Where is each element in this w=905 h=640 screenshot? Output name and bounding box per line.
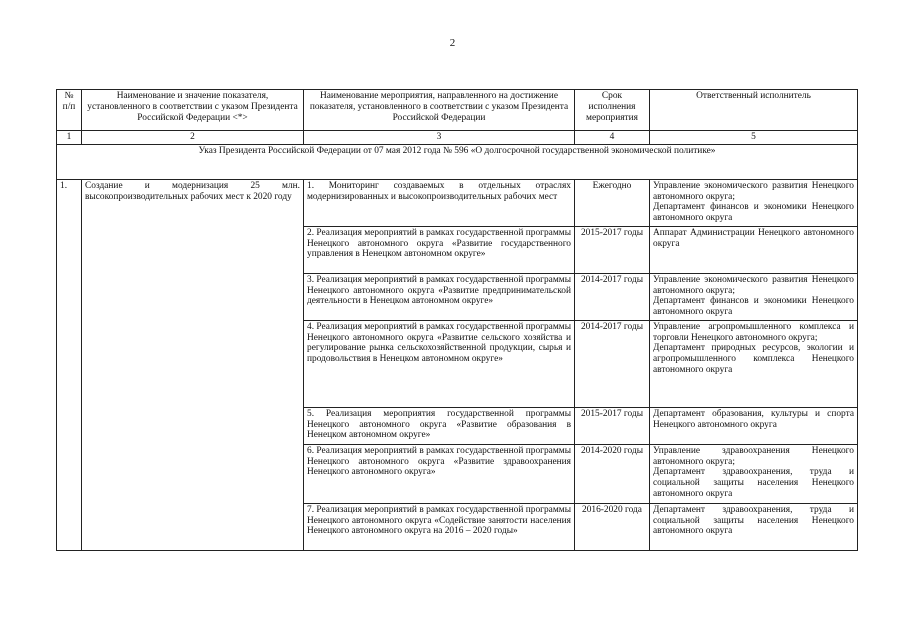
column-number: 3 [304,131,575,145]
executor-cell [650,273,858,320]
executor-line: Департамент здравоохранения, труда и социальной защиты населения Ненецкого автономного округа [653,467,854,499]
measure-cell: 5. Реализация мероприятия государственной программы Ненецкого автономного округа «Развитие образования в Ненецком автономном округе» [304,407,575,444]
term-cell: 2015-2017 годы [575,407,650,444]
header-num: № п/п [57,90,82,131]
executor-line: Департамент здравоохранения, труда и социальной защиты населения Ненецкого автономного округа [653,504,854,537]
row-number: 1. [57,179,82,550]
indicator-cell: Создание и модернизация 25 млн. высокопроизводительных рабочих мест к 2020 году [82,179,304,550]
column-number: 4 [575,131,650,145]
measure-cell: 2. Реализация мероприятий в рамках государственной программы Ненецкого автономного округа «Развитие государственного управления в Ненецком автономном округе» [304,226,575,273]
measure-cell: 4. Реализация мероприятий в рамках государственной программы Ненецкого автономного округа «Развитие сельского хозяйства и регулирование рынка сельскохозяйственной продукции, сырья и продовольствия в Ненецком автономном округе» [304,320,575,407]
executor-line: Департамент финансов и экономики Ненецкого автономного округа [653,296,854,318]
executor-line: Департамент образования, культуры и спорта Ненецкого автономного округа [653,408,854,430]
executor-line: Департамент финансов и экономики Ненецкого автономного округа [653,202,854,224]
executor-line: Управление экономического развития Ненецкого автономного округа; [653,180,854,202]
decree-row [57,144,858,179]
term-cell: 2014-2017 годы [575,320,650,407]
decree-title: Указ Президента Российской Федерации от 07 мая 2012 года № 596 «О долгосрочной государственной экономической политике» [57,144,858,179]
column-number: 2 [82,131,304,145]
header-term: Срок исполнения мероприятия [575,90,650,131]
header-row [57,90,858,131]
measures-table [56,89,858,551]
term-cell: Ежегодно [575,179,650,226]
column-number: 5 [650,131,858,145]
executor-line: Департамент природных ресурсов, экологии и агропромышленного комплекса Ненецкого автономного округа [653,343,854,375]
measure-cell: 1. Мониторинг создаваемых в отдельных отраслях модернизированных и высокопроизводительных рабочих мест [304,179,575,226]
executor-line: Аппарат Администрации Ненецкого автономного округа [653,227,854,249]
header-executor: Ответственный исполнитель [650,90,858,131]
measure-cell: 6. Реализация мероприятий в рамках государственной программы Ненецкого автономного округа «Развитие здравоохранения Ненецкого автономного округа» [304,444,575,503]
executor-cell [650,320,858,407]
table-row [57,179,858,226]
executor-cell [650,444,858,503]
executor-cell [650,179,858,226]
executor-cell [650,407,858,444]
term-cell: 2014-2017 годы [575,273,650,320]
executor-line: Управление экономического развития Ненецкого автономного округа; [653,274,854,296]
measure-cell: 3. Реализация мероприятий в рамках государственной программы Ненецкого автономного округа «Развитие предпринимательской деятельности в Ненецком автономном округе» [304,273,575,320]
column-number: 1 [57,131,82,145]
executor-line: Управление здравоохранения Ненецкого автономного округа; [653,445,854,467]
column-number-row [57,131,858,145]
header-indicator: Наименование и значение показателя, установленного в соответствии с указом Президента Российской Федерации <*> [82,90,304,131]
executor-cell [650,226,858,273]
executor-cell [650,503,858,550]
term-cell: 2016-2020 года [575,503,650,550]
executor-line: Управление агропромышленного комплекса и торговли Ненецкого автономного округа; [653,321,854,343]
term-cell: 2014-2020 годы [575,444,650,503]
header-measure: Наименование мероприятия, направленного на достижение показателя, установленного в соответствии с указом Президента Российской Федерации [304,90,575,131]
measure-cell: 7. Реализация мероприятий в рамках государственной программы Ненецкого автономного округа «Содействие занятости населения Ненецкого автономного округа на 2016 – 2020 годы» [304,503,575,550]
page-number: 2 [449,37,456,49]
term-cell: 2015-2017 годы [575,226,650,273]
